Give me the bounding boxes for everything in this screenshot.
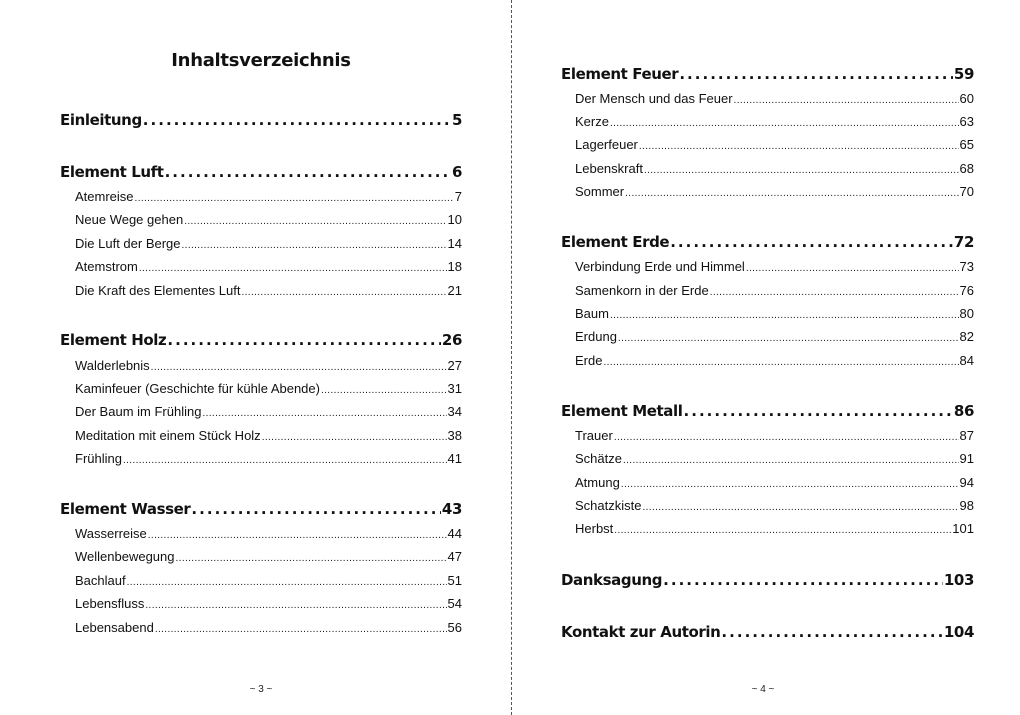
dot-leader — [663, 571, 943, 589]
page-number: ~ 4 ~ — [751, 684, 775, 695]
toc-entry[interactable] — [575, 329, 974, 347]
chapter-page: 6 — [451, 163, 462, 181]
entry-title: Wasserreise — [75, 526, 147, 541]
entry-title: Erdung — [575, 329, 617, 344]
chapter-page: 43 — [441, 500, 462, 518]
chapter-page: 5 — [451, 111, 462, 129]
entry-title: Frühling — [75, 451, 122, 466]
toc-entry[interactable] — [575, 451, 974, 469]
entry-title: Atmung — [575, 475, 620, 490]
entry-page: 80 — [959, 306, 974, 321]
toc-entry[interactable] — [575, 498, 974, 516]
toc-entry[interactable] — [575, 306, 974, 324]
dot-leader — [139, 263, 447, 274]
entry-title: Schatzkiste — [575, 498, 642, 513]
entry-page: 41 — [447, 451, 462, 466]
dot-leader — [151, 362, 447, 373]
dot-leader — [710, 287, 959, 298]
dot-leader — [191, 500, 441, 518]
entry-page: 54 — [447, 596, 462, 611]
dot-leader — [644, 165, 959, 176]
entry-page: 10 — [447, 212, 462, 227]
entry-title: Lebensfluss — [75, 596, 145, 611]
entry-page: 44 — [447, 526, 462, 541]
dot-leader — [123, 455, 447, 466]
toc-entry[interactable] — [75, 259, 462, 277]
chapter-title: Element Wasser — [60, 500, 191, 518]
entry-page: 84 — [959, 353, 974, 368]
entry-page: 76 — [959, 283, 974, 298]
toc-entry[interactable] — [75, 404, 462, 422]
entry-title: Schätze — [575, 451, 622, 466]
entry-page: 47 — [447, 549, 462, 564]
toc-entry[interactable] — [75, 526, 462, 544]
dot-leader — [262, 432, 447, 443]
toc-entry[interactable] — [575, 283, 974, 301]
entry-title: Baum — [575, 306, 609, 321]
entry-page: 60 — [959, 91, 974, 106]
chapter-title: Danksagung — [561, 571, 663, 589]
toc-chapter-element-holz[interactable] — [60, 331, 462, 353]
entry-title: Kaminfeuer (Geschichte für kühle Abende) — [75, 381, 320, 396]
dot-leader — [614, 525, 951, 536]
chapter-title: Element Erde — [561, 233, 670, 251]
entry-title: Der Mensch und das Feuer — [575, 91, 733, 106]
dot-leader — [684, 402, 953, 420]
entry-page: 31 — [447, 381, 462, 396]
entry-page: 51 — [447, 573, 462, 588]
chapter-title: Element Metall — [561, 402, 683, 420]
entry-page: 38 — [447, 428, 462, 443]
dot-leader — [148, 530, 447, 541]
entry-title: Verbindung Erde und Himmel — [575, 259, 745, 274]
toc-entry[interactable] — [75, 451, 462, 469]
dot-leader — [184, 216, 446, 227]
toc-entry[interactable] — [575, 475, 974, 493]
entry-page: 14 — [447, 236, 462, 251]
toc-entry[interactable] — [75, 236, 462, 254]
toc-entry[interactable] — [575, 521, 974, 539]
dot-leader — [623, 455, 959, 466]
dot-leader — [618, 333, 959, 344]
chapter-page: 103 — [943, 571, 974, 589]
entry-title: Walderlebnis — [75, 358, 150, 373]
chapter-page: 86 — [953, 402, 974, 420]
entry-title: Neue Wege gehen — [75, 212, 184, 227]
dot-leader — [127, 577, 447, 588]
entry-title: Lebenskraft — [575, 161, 643, 176]
right-page — [512, 0, 1020, 715]
entry-page: 56 — [447, 620, 462, 635]
dot-leader — [603, 357, 958, 368]
chapter-title: Element Feuer — [561, 65, 679, 83]
dot-leader — [746, 263, 959, 274]
page-number: ~ 3 ~ — [249, 684, 273, 695]
chapter-page: 72 — [953, 233, 974, 251]
entry-title: Atemreise — [75, 189, 134, 204]
entry-title: Wellenbewegung — [75, 549, 175, 564]
toc-chapter-kontakt[interactable] — [561, 623, 974, 645]
entry-page: 94 — [959, 475, 974, 490]
toc-chapter-element-erde[interactable] — [561, 233, 974, 255]
entry-page: 101 — [952, 521, 974, 536]
entry-page: 21 — [447, 283, 462, 298]
entry-title: Die Kraft des Elementes Luft — [75, 283, 241, 298]
toc-entry[interactable] — [75, 189, 462, 207]
entry-page: 70 — [959, 184, 974, 199]
toc-entry[interactable] — [75, 620, 462, 638]
entry-title: Lebensabend — [75, 620, 154, 635]
dot-leader — [734, 95, 959, 106]
entry-page: 65 — [959, 137, 974, 152]
dot-leader — [621, 479, 959, 490]
dot-leader — [182, 240, 447, 251]
dot-leader — [135, 193, 454, 204]
chapter-title: Element Holz — [60, 331, 167, 349]
toc-entry[interactable] — [75, 573, 462, 591]
dot-leader — [625, 188, 958, 199]
toc-entry[interactable] — [575, 91, 974, 109]
toc-entry[interactable] — [575, 353, 974, 371]
dot-leader — [167, 331, 441, 349]
chapter-title: Einleitung — [60, 111, 142, 129]
dot-leader — [145, 600, 446, 611]
toc-chapter-danksagung[interactable] — [561, 571, 974, 593]
toc-entry[interactable] — [575, 137, 974, 155]
toc-entry[interactable] — [75, 596, 462, 614]
dot-leader — [241, 287, 446, 298]
chapter-page: 59 — [953, 65, 974, 83]
entry-page: 68 — [959, 161, 974, 176]
dot-leader — [610, 118, 959, 129]
entry-title: Lagerfeuer — [575, 137, 638, 152]
entry-page: 34 — [447, 404, 462, 419]
dot-leader — [321, 385, 447, 396]
entry-title: Der Baum im Frühling — [75, 404, 202, 419]
toc-entry[interactable] — [575, 259, 974, 277]
dot-leader — [614, 432, 959, 443]
entry-title: Kerze — [575, 114, 609, 129]
entry-title: Sommer — [575, 184, 625, 199]
entry-title: Atemstrom — [75, 259, 138, 274]
entry-page: 98 — [959, 498, 974, 513]
toc-entry[interactable] — [575, 114, 974, 132]
entry-title: Die Luft der Berge — [75, 236, 181, 251]
toc-entry[interactable] — [75, 381, 462, 399]
toc-entry[interactable] — [575, 428, 974, 446]
toc-chapter-einleitung[interactable] — [60, 111, 462, 133]
toc-entry[interactable] — [75, 549, 462, 567]
toc-entry[interactable] — [75, 283, 462, 301]
dot-leader — [642, 502, 958, 513]
dot-leader — [176, 553, 447, 564]
dot-leader — [721, 623, 942, 641]
dot-leader — [202, 408, 446, 419]
toc-entry[interactable] — [575, 184, 974, 202]
entry-title: Erde — [575, 353, 603, 368]
entry-page: 7 — [454, 189, 462, 204]
toc-entry[interactable] — [75, 428, 462, 446]
dot-leader — [639, 141, 959, 152]
toc-entry[interactable] — [75, 212, 462, 230]
entry-page: 73 — [959, 259, 974, 274]
chapter-page: 104 — [943, 623, 974, 641]
dot-leader — [679, 65, 953, 83]
entry-title: Bachlauf — [75, 573, 126, 588]
entry-page: 87 — [959, 428, 974, 443]
dot-leader — [670, 233, 953, 251]
toc-chapter-element-luft[interactable] — [60, 163, 462, 185]
dot-leader — [155, 624, 447, 635]
entry-page: 27 — [447, 358, 462, 373]
chapter-page: 26 — [441, 331, 462, 349]
entry-page: 91 — [959, 451, 974, 466]
dot-leader — [610, 310, 959, 321]
entry-page: 63 — [959, 114, 974, 129]
toc-entry[interactable] — [575, 161, 974, 179]
toc-entry[interactable] — [75, 358, 462, 376]
toc-chapter-element-feuer[interactable] — [561, 65, 974, 87]
entry-page: 82 — [959, 329, 974, 344]
entry-title: Herbst — [575, 521, 614, 536]
entry-page: 18 — [447, 259, 462, 274]
chapter-title: Kontakt zur Autorin — [561, 623, 721, 641]
entry-title: Meditation mit einem Stück Holz — [75, 428, 261, 443]
entry-title: Trauer — [575, 428, 613, 443]
entry-title: Samenkorn in der Erde — [575, 283, 709, 298]
chapter-title: Element Luft — [60, 163, 164, 181]
dot-leader — [143, 111, 451, 129]
dot-leader — [165, 163, 451, 181]
toc-chapter-element-wasser[interactable] — [60, 500, 462, 522]
toc-title: Inhaltsverzeichnis — [171, 50, 351, 71]
toc-chapter-element-metall[interactable] — [561, 402, 974, 424]
